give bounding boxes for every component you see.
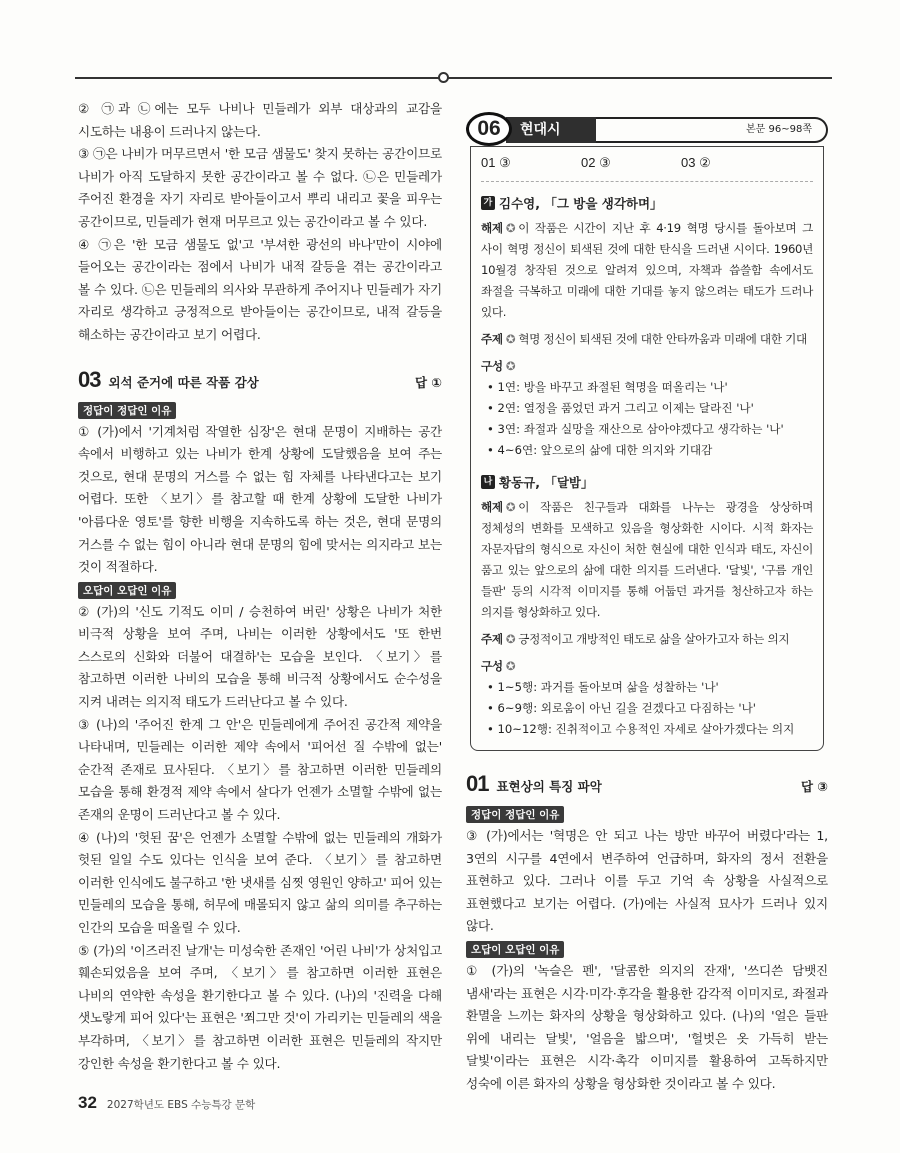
book-title: 2027학년도 EBS 수능특강 문학 [106, 1099, 256, 1111]
juje-label: 주제 [481, 632, 503, 646]
haeje-label: 해제 [481, 221, 503, 235]
haeje [481, 497, 813, 623]
question-03-header [78, 367, 442, 393]
gusung-item: • 6~9행: 외로움이 아닌 길을 걷겠다고 다짐하는 '나' [481, 698, 813, 719]
wrong-reason-item: ② (가)의 '신도 기적도 이미 / 승천하여 버린' 상황은 나비가 처한 비극적 상황을 보여 주며, 나비는 이러한 상황에서도 '또 한번 스스로의 신화와 더불어 대결하'는 모습을 보인다. 〈보기〉를 참고하면 이러한 나비의 모습을 통해 비극적 상황에서도 순수성을 지켜 내려는 의지적 태도가 드러난다고 볼 수 있다. [78, 603, 442, 710]
work-marker: 가 [481, 196, 495, 210]
work-ga [481, 194, 813, 461]
answer-item: 03 ② [681, 155, 711, 170]
gusung [481, 356, 813, 377]
question-answer: 답 ③ [800, 779, 828, 794]
gusung-item: • 1연: 방을 바꾸고 좌절된 혁명을 떠올리는 '나' [481, 377, 813, 398]
juje [481, 629, 813, 650]
work-title-row [481, 473, 813, 491]
haeje-text: 이 작품은 시간이 지난 후 4·19 혁명 당시를 돌아보며 그 사이 혁명 정신이 퇴색된 것에 대한 탄식을 드러낸 시이다. 1960년 10월경 창작된 것으로 알려져 있으며, 자책과 씁쓸함 속에서도 좌절을 극복하고 미래에 대한 기대를 놓지 않으려는 태도가 드러나 있다. [481, 221, 813, 319]
wrong-reason-item: ⑤ (가)의 '이즈러진 날개'는 미성숙한 존재인 '어린 나비'가 상처입고 훼손되었음을 보여 주며, 〈보기〉를 참고하면 이러한 표현은 나비의 연약한 속성을 환기한다고 볼 수 있다. (나)의 '진력을 다해 샛노랗게 피어 있다'는 표현은 '쬐그만 것'이 가리키는 민들레의 색을 부각하며, 〈보기〉를 참고하면 이러한 표현은 민들레의 작지만 강인한 속성을 환기한다고 볼 수 있다. [78, 942, 442, 1071]
wrong-reason-text: ① (가)의 '녹슬은 펜', '달콤한 의지의 잔재', '쓰디쓴 담뱃진 냄새'라는 표현은 시각·미각·후각을 활용한 감각적 이미지로, 좌절과 환멸을 느끼는 화자의 상황을 형상화하고 있다. (나)의 '얼은 들판 위에 내리는 달빛', '얼음을 밟으며', '헐벗은 옷 가득히 받는 달빛'이라는 표현은 시각·촉각 이미지를 활용하여 고독하지만 성숙에 이른 화자의 상황을 형상화한 것이라고 볼 수 있다. [466, 962, 828, 1091]
question-number: 01 [466, 771, 489, 796]
correct-reason-tag: 정답이 정답인 이유 [466, 806, 564, 823]
explanation-item: ② ㉠과 ㉡에는 모두 나비나 민들레가 외부 대상과의 교감을 시도하는 내용이 드러나지 않는다. [78, 101, 442, 139]
section-title: 현대시 [506, 117, 596, 143]
work-na [481, 473, 813, 740]
juje-label: 주제 [481, 332, 503, 346]
gusung-item: • 1~5행: 과거를 돌아보며 삶을 성찰하는 '나' [481, 677, 813, 698]
question-answer: 답 ① [414, 374, 442, 390]
gusung-label: 구성 [481, 359, 503, 373]
wrong-reason-tag: 오답이 오답인 이유 [466, 941, 564, 958]
answer-item: 02 ③ [581, 155, 611, 170]
correct-reason-text: ① (가)에서 '기계처럼 작열한 심장'은 현대 문명이 지배하는 공간 속에서 비행하고 있는 나비가 한계 상황에 도달했음을 보여 주는 것으로, 현대 문명의 거스를 수 없는 힘 자체를 나타낸다고는 보기 어렵다. 또한 〈보기〉를 참고할 때 한계 상황에 도달한 나비가 '아름다운 영토'를 향한 비행을 지속하도록 하는 것은, 현대 문명의 거스를 수 없는 힘이 아니라 현대 문명의 힘에 맞서는 의지라고 보는 것이 적절하다. [78, 423, 442, 575]
gusung-item: • 4~6연: 앞으로의 삶에 대한 의지와 기대감 [481, 440, 813, 461]
section-header [466, 112, 828, 146]
right-column [466, 112, 828, 1096]
gusung-item: • 2연: 열정을 품었던 과거 그리고 이제는 달라진 '나' [481, 398, 813, 419]
work-title: 김수영, 「그 방을 생각하며」 [499, 196, 663, 211]
left-column [78, 98, 442, 1075]
section-pages: 본문 96~98쪽 [596, 117, 828, 143]
explanation-item: ③ ㉠은 나비가 머무르면서 '한 모금 샘물도' 찾지 못하는 공간이므로 나비가 아직 도달하지 못한 공간이라고 볼 수 없다. ㉡은 민들레가 주어진 환경을 자기 자리로 받아들이고서 뿌리 내리고 꽃을 피우는 공간이므로, 민들레가 현재 머무르고 있는 공간이라고 볼 수 있다. [78, 146, 442, 229]
haeje [481, 218, 813, 323]
answer-list [481, 155, 813, 182]
answer-summary-box [470, 146, 824, 751]
juje [481, 329, 813, 350]
work-marker: 나 [481, 475, 495, 489]
top-rule-dot [438, 72, 449, 83]
wrong-reason-tag: 오답이 오답인 이유 [78, 582, 176, 599]
answer-item: 01 ③ [481, 155, 511, 170]
gusung [481, 656, 813, 677]
juje-text: 긍정적이고 개방적인 태도로 삶을 살아가고자 하는 의지 [518, 632, 790, 646]
juje-text: 혁명 정신이 퇴색된 것에 대한 안타까움과 미래에 대한 기대 [518, 332, 807, 346]
work-title-row [481, 194, 813, 212]
question-title: 표현상의 특징 파악 [496, 779, 602, 794]
gusung-list [481, 677, 813, 740]
question-title: 외석 준거에 따른 작품 감상 [108, 374, 259, 390]
page-footer [78, 1093, 255, 1113]
swirl-icon: ✪ [505, 359, 516, 373]
question-01-header [466, 771, 828, 797]
top-rule [75, 77, 832, 79]
swirl-icon: ✪ [505, 221, 516, 235]
haeje-text: 이 작품은 친구들과 대화를 나누는 광경을 상상하며 정체성의 변화를 모색하고 있음을 형상화한 시이다. 시적 화자는 자문자답의 형식으로 자신이 처한 현실에 대한 인식과 태도, 자신이 품고 있는 앞으로의 삶에 대한 의지를 드러낸다. '달빛', '구름 개인 들판' 등의 시각적 이미지를 통해 어둡던 과거를 청산하고자 하는 의지를 형상화하고 있다. [481, 500, 813, 619]
question-number: 03 [78, 366, 101, 392]
gusung-item: • 10~12행: 진취적이고 수용적인 자세로 살아가겠다는 의지 [481, 719, 813, 740]
swirl-icon: ✪ [505, 632, 516, 646]
gusung-item: • 3연: 좌절과 실망을 재산으로 삼아야겠다고 생각하는 '나' [481, 419, 813, 440]
page-number: 32 [78, 1093, 97, 1112]
swirl-icon: ✪ [505, 500, 516, 514]
explanation-item: ④ ㉠은 '한 모금 샘물도 없'고 '부셔한 광선의 바나'만이 시야에 들어오는 공간이라는 점에서 나비가 내적 갈등을 겪는 공간이라고 볼 수 있다. ㉡은 민들레의 의사와 무관하게 주어지나 민들레가 자기 자리로 생각하고 긍정적으로 받아들이는 공간이므로, 내적 갈등을 해소하는 공간이라고 보기 어렵다. [78, 236, 442, 342]
work-title: 황동규, 「달밤」 [499, 475, 594, 490]
gusung-list [481, 377, 813, 461]
swirl-icon: ✪ [505, 332, 516, 346]
haeje-label: 해제 [481, 500, 503, 514]
section-number: 06 [466, 112, 512, 146]
wrong-reason-item: ③ (나)의 '주어진 한계 그 안'은 민들레에게 주어진 공간적 제약을 나타내며, 민들레는 이러한 제약 속에서 '피어선 질 수밖에 없는' 순간적 존재로 묘사된다. 〈보기〉를 참고하면 이러한 민들레의 모습을 통해 환경적 제약 속에서 살다가 언젠가 소멸할 수밖에 없는 존재의 운명이 드러난다고 볼 수 있다. [78, 716, 442, 823]
correct-reason-tag: 정답이 정답인 이유 [78, 402, 176, 419]
correct-reason-text: ③ (가)에서는 '혁명은 안 되고 나는 방만 바꾸어 버렸다'라는 1, 3연의 시구를 4연에서 변주하여 언급하며, 화자의 정서 전환을 표현하고 있다. 그러나 이를 두고 기억 속 상황을 사실적으로 표현했다고 보기는 어렵다. (가)에는 사실적 묘사가 드러나 있지 않다. [466, 828, 828, 934]
swirl-icon: ✪ [505, 659, 516, 673]
question-01 [466, 771, 828, 1096]
wrong-reason-item: ④ (나)의 '헛된 꿈'은 언젠가 소멸할 수밖에 없는 민들레의 개화가 헛된 일일 수도 있다는 인식을 보여 준다. 〈보기〉를 참고하면 이러한 인식에도 불구하고 '한 냇새를 심찟 영원인 양하고' 피어 있는 민들레의 모습을 통해, 허무에 매몰되지 않고 삶의 의미를 추구하는 인간의 모습을 떠올릴 수 있다. [78, 829, 442, 935]
gusung-label: 구성 [481, 659, 503, 673]
